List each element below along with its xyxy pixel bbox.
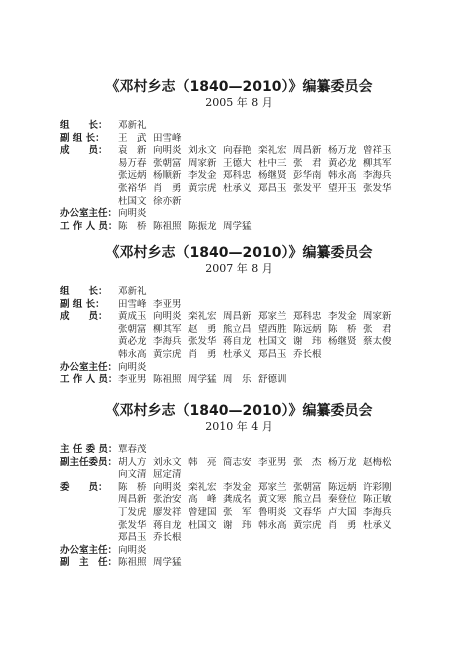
role-row xyxy=(60,133,400,146)
member-name: 覃春茂 xyxy=(118,444,147,455)
member-name: 郑家兰 xyxy=(258,481,287,493)
member-name: 郑昌玉 xyxy=(118,532,147,544)
committee-2007 xyxy=(60,244,400,387)
role-label: 办公室主任： xyxy=(60,544,118,556)
member-name: 蔡太俊 xyxy=(363,336,392,348)
member-name: 郑昌玉 xyxy=(258,348,287,360)
role-row xyxy=(60,221,400,234)
role-label: 工 作 人 员： xyxy=(60,374,118,386)
member-name: 熊立昌 xyxy=(293,494,322,506)
member-name: 杨顺新 xyxy=(153,170,182,182)
member-name: 袁 新 xyxy=(118,145,147,157)
section-title: 《邓村乡志（1840—2010）》编纂委员会 xyxy=(105,245,373,261)
member-name: 陈祖照 xyxy=(153,220,182,232)
member-name: 肖 勇 xyxy=(188,348,217,360)
member-name: 李海兵 xyxy=(153,336,182,348)
member-name: 黄宗虎 xyxy=(293,519,322,531)
name-list xyxy=(118,120,400,133)
member-name: 肖 勇 xyxy=(153,182,182,194)
member-name: 徐亦新 xyxy=(153,195,182,207)
member-name: 向明炎 xyxy=(153,145,182,157)
member-name: 李发金 xyxy=(223,481,252,493)
member-name: 赵梅松 xyxy=(363,456,392,468)
member-name: 杨万龙 xyxy=(328,456,357,468)
member-name: 文春华 xyxy=(293,506,322,518)
member-name: 陈祖照 xyxy=(118,557,147,569)
member-name: 杜国文 xyxy=(258,336,287,348)
member-name: 陈远炳 xyxy=(293,323,322,335)
member-name: 李海兵 xyxy=(363,170,392,182)
member-name: 韩永高 xyxy=(258,519,287,531)
role-label: 副主任委员： xyxy=(60,456,118,468)
member-name: 李亚男 xyxy=(153,298,182,310)
member-name: 卢大国 xyxy=(328,506,357,518)
member-name: 李亚男 xyxy=(258,456,287,468)
section-title: 《邓村乡志（1840—2010）》编纂委员会 xyxy=(105,403,373,419)
name-list xyxy=(118,457,400,482)
member-name: 张 君 xyxy=(363,323,392,335)
member-name: 周 乐 xyxy=(223,374,252,386)
section-date: 2010 年 4 月 xyxy=(205,420,273,433)
member-name: 张朝富 xyxy=(118,323,147,335)
member-name: 向明炎 xyxy=(118,208,147,220)
member-name: 栾礼宏 xyxy=(188,481,217,493)
member-name: 韩永高 xyxy=(328,170,357,182)
role-label: 办公室主任： xyxy=(60,208,118,220)
member-name: 高 峰 xyxy=(188,494,217,506)
name-list xyxy=(118,557,400,570)
role-row xyxy=(60,444,400,457)
member-name: 秦登位 xyxy=(328,494,357,506)
member-name: 周昌新 xyxy=(118,494,147,506)
member-name: 张 军 xyxy=(223,506,252,518)
member-name: 韩永高 xyxy=(118,348,147,360)
member-name: 丁发虎 xyxy=(118,506,147,518)
member-name: 望西胜 xyxy=(258,323,287,335)
member-name: 柳其军 xyxy=(363,157,392,169)
member-name: 栾礼宏 xyxy=(188,311,217,323)
role-row xyxy=(60,299,400,312)
member-name: 赵 勇 xyxy=(188,323,217,335)
member-name: 彭华南 xyxy=(293,170,322,182)
name-list xyxy=(118,208,400,221)
role-label: 主 任 委 员： xyxy=(60,444,118,455)
name-list xyxy=(118,311,400,361)
member-name: 周学猛 xyxy=(223,220,252,232)
member-name: 陈正敏 xyxy=(363,494,392,506)
member-name: 郑科忠 xyxy=(223,170,252,182)
role-label: 组 长： xyxy=(60,120,108,131)
member-name: 陈 桥 xyxy=(118,220,147,232)
member-name: 向文清 xyxy=(118,469,147,481)
name-list xyxy=(118,133,400,146)
member-name: 曾建国 xyxy=(188,506,217,518)
member-name: 黄必龙 xyxy=(118,336,147,348)
member-name: 刘永文 xyxy=(153,456,182,468)
section-title: 《邓村乡志（1840—2010）》编纂委员会 xyxy=(105,79,373,95)
member-name: 邓新礼 xyxy=(118,120,147,131)
role-label: 工 作 人 员： xyxy=(60,220,118,232)
member-name: 杜承义 xyxy=(223,348,252,360)
member-name: 刘永文 xyxy=(188,145,217,157)
member-name: 向明炎 xyxy=(118,361,147,373)
member-name: 郑昌玉 xyxy=(258,182,287,194)
member-name: 蒋自龙 xyxy=(223,336,252,348)
member-name: 黄必龙 xyxy=(328,157,357,169)
member-name: 杨继贤 xyxy=(328,336,357,348)
name-list xyxy=(118,362,400,375)
member-name: 蒋自龙 xyxy=(153,519,182,531)
role-row xyxy=(60,482,400,545)
role-row xyxy=(60,557,400,570)
member-name: 舒德训 xyxy=(258,374,287,386)
member-name: 田雪峰 xyxy=(153,132,182,144)
member-name: 栾礼宏 xyxy=(258,145,287,157)
member-name: 李发金 xyxy=(188,170,217,182)
member-name: 柳其军 xyxy=(153,323,182,335)
member-name: 屈定清 xyxy=(153,469,182,481)
member-name: 杜承义 xyxy=(363,519,392,531)
name-list xyxy=(118,482,400,545)
member-name: 陈 桥 xyxy=(328,323,357,335)
role-row xyxy=(60,208,400,221)
name-list xyxy=(118,286,400,299)
member-name: 李发金 xyxy=(328,311,357,323)
member-name: 张朝富 xyxy=(153,157,182,169)
member-name: 张裕华 xyxy=(118,182,147,194)
member-name: 许彩刚 xyxy=(363,481,392,493)
role-row xyxy=(60,545,400,558)
member-name: 陈远炳 xyxy=(328,481,357,493)
member-name: 陈振龙 xyxy=(188,220,217,232)
member-name: 杨万龙 xyxy=(328,145,357,157)
member-name: 王德大 xyxy=(223,157,252,169)
committee-2010 xyxy=(60,402,400,570)
member-name: 张治安 xyxy=(153,494,182,506)
member-name: 陈 桥 xyxy=(118,481,147,493)
member-name: 谢 玮 xyxy=(293,336,322,348)
name-list xyxy=(118,444,400,457)
name-list xyxy=(118,374,400,387)
member-name: 周昌新 xyxy=(293,145,322,157)
member-name: 李海兵 xyxy=(363,506,392,518)
role-row xyxy=(60,286,400,299)
member-name: 杜承义 xyxy=(223,182,252,194)
member-name: 曾祥玉 xyxy=(363,145,392,157)
section-date: 2005 年 8 月 xyxy=(205,96,273,109)
member-name: 张发华 xyxy=(118,519,147,531)
member-name: 鲁明炎 xyxy=(258,506,287,518)
role-label: 成 员： xyxy=(60,311,108,323)
name-list xyxy=(118,299,400,312)
name-list xyxy=(118,145,400,208)
role-row xyxy=(60,457,400,482)
member-name: 谢 玮 xyxy=(223,519,252,531)
member-name: 郑家兰 xyxy=(258,311,287,323)
member-name: 廖发祥 xyxy=(153,506,182,518)
member-name: 胡人方 xyxy=(118,456,147,468)
member-name: 黄宗虎 xyxy=(188,182,217,194)
member-name: 陈祖照 xyxy=(153,374,182,386)
member-name: 黄文寒 xyxy=(258,494,287,506)
member-name: 郑科忠 xyxy=(293,311,322,323)
member-name: 张发平 xyxy=(293,182,322,194)
member-name: 张发华 xyxy=(188,336,217,348)
member-name: 易万春 xyxy=(118,157,147,169)
member-name: 邓新礼 xyxy=(118,286,147,297)
member-name: 张 杰 xyxy=(293,456,322,468)
member-name: 李亚男 xyxy=(118,374,147,386)
member-name: 杜国文 xyxy=(118,195,147,207)
member-name: 乔长根 xyxy=(293,348,322,360)
member-name: 张远炳 xyxy=(118,170,147,182)
member-name: 杜国文 xyxy=(188,519,217,531)
member-name: 向明炎 xyxy=(118,544,147,556)
role-row xyxy=(60,362,400,375)
role-row xyxy=(60,374,400,387)
member-name: 向明炎 xyxy=(153,481,182,493)
member-name: 周家新 xyxy=(188,157,217,169)
member-name: 黄成玉 xyxy=(118,311,147,323)
role-row xyxy=(60,311,400,361)
committee-2005 xyxy=(60,78,400,233)
member-name: 田雪峰 xyxy=(118,298,147,310)
role-label: 副 组 长： xyxy=(60,298,105,310)
role-label: 副 组 长： xyxy=(60,132,105,144)
role-label: 副 主 任： xyxy=(60,557,118,569)
member-name: 韩 亮 xyxy=(188,456,217,468)
role-row xyxy=(60,145,400,208)
role-row xyxy=(60,120,400,133)
role-label: 委 员： xyxy=(60,481,108,493)
member-name: 向明炎 xyxy=(153,311,182,323)
member-name: 杜中三 xyxy=(258,157,287,169)
member-name: 望开玉 xyxy=(328,182,357,194)
member-name: 张朝富 xyxy=(293,481,322,493)
member-name: 熊立昌 xyxy=(223,323,252,335)
role-label: 成 员： xyxy=(60,145,108,157)
role-label: 办公室主任： xyxy=(60,361,118,373)
member-name: 周昌新 xyxy=(223,311,252,323)
member-name: 肖 勇 xyxy=(328,519,357,531)
section-date: 2007 年 8 月 xyxy=(205,262,273,275)
member-name: 黄宗虎 xyxy=(153,348,182,360)
member-name: 张 君 xyxy=(293,157,322,169)
member-name: 杨继贤 xyxy=(258,170,287,182)
member-name: 简志安 xyxy=(223,456,252,468)
member-name: 周家新 xyxy=(363,311,392,323)
name-list xyxy=(118,221,400,234)
member-name: 周学猛 xyxy=(153,557,182,569)
member-name: 张发华 xyxy=(363,182,392,194)
member-name: 周学猛 xyxy=(188,374,217,386)
member-name: 乔长根 xyxy=(153,532,182,544)
member-name: 王 武 xyxy=(118,132,147,144)
member-name: 龚成名 xyxy=(223,494,252,506)
name-list xyxy=(118,545,400,558)
role-label: 组 长： xyxy=(60,286,108,297)
member-name: 向春艳 xyxy=(223,145,252,157)
